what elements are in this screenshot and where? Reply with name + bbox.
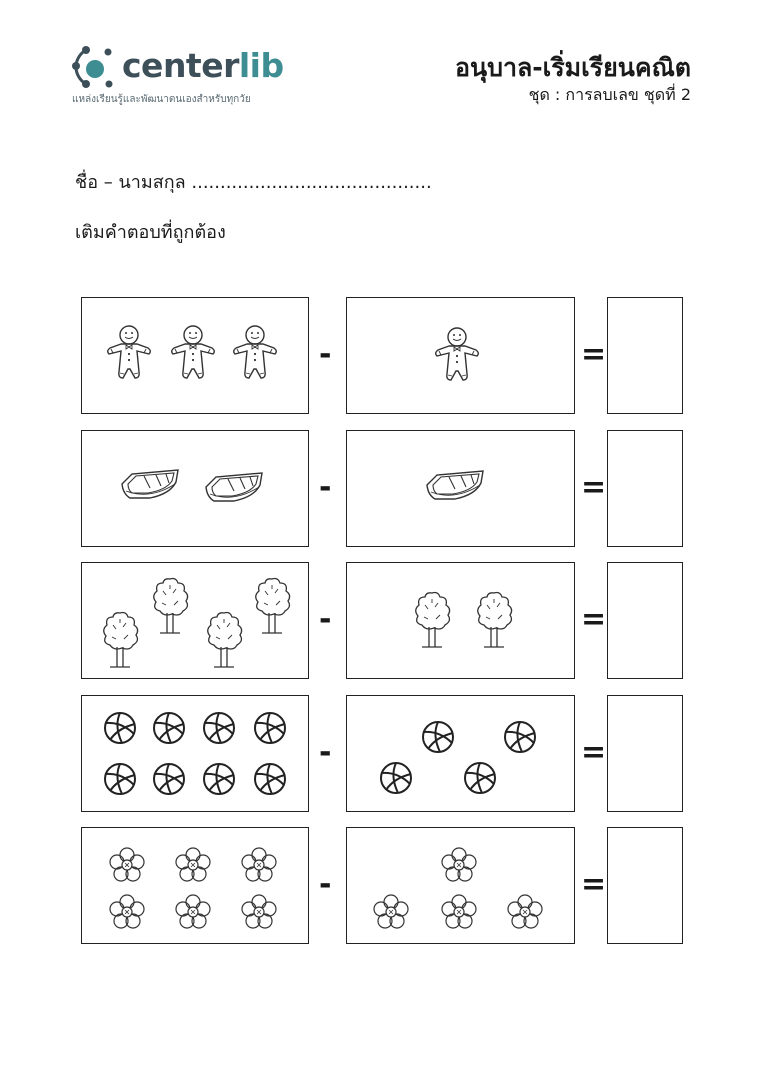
tree-icon: [150, 577, 190, 635]
flower-icon: [175, 894, 211, 930]
logo-network-icon: [72, 44, 118, 90]
minuend-box: [81, 430, 309, 547]
rowboat-icon: [120, 466, 180, 500]
subtrahend-box: [346, 695, 575, 812]
subtrahend-box: [346, 562, 575, 679]
volleyball-icon: [203, 763, 235, 795]
tree-icon: [412, 591, 452, 649]
flower-icon: [507, 894, 543, 930]
equals-sign: =: [581, 337, 607, 372]
minus-sign: -: [319, 337, 332, 372]
gingerbread-man-icon: [168, 324, 218, 380]
equals-sign: =: [581, 735, 607, 770]
problem-row-3: [81, 562, 683, 679]
volleyball-icon: [254, 763, 286, 795]
minuend-box: [81, 695, 309, 812]
gingerbread-man-icon: [104, 324, 154, 380]
answer-box[interactable]: [607, 695, 683, 812]
minuend-box: [81, 827, 309, 944]
equals-sign: =: [581, 602, 607, 637]
minus-sign: -: [319, 470, 332, 505]
volleyball-icon: [203, 712, 235, 744]
flower-icon: [109, 847, 145, 883]
tree-icon: [204, 611, 244, 669]
volleyball-icon: [153, 712, 185, 744]
volleyball-icon: [104, 712, 136, 744]
problem-row-2: [81, 430, 683, 547]
volleyball-icon: [380, 762, 412, 794]
minus-sign: -: [319, 602, 332, 637]
flower-icon: [175, 847, 211, 883]
volleyball-icon: [153, 763, 185, 795]
subtrahend-box: [346, 827, 575, 944]
volleyball-icon: [504, 721, 536, 753]
rowboat-icon: [425, 467, 485, 501]
minuend-box: [81, 562, 309, 679]
answer-box[interactable]: [607, 297, 683, 414]
equals-sign: =: [581, 470, 607, 505]
tree-icon: [100, 611, 140, 669]
worksheet-subtitle: ชุด : การลบเลข ชุดที่ 2: [528, 85, 691, 104]
gingerbread-man-icon: [432, 326, 482, 382]
tree-icon: [474, 591, 514, 649]
worksheet-title: อนุบาล-เริ่มเรียนคณิต: [454, 53, 691, 82]
minus-sign: -: [319, 735, 332, 770]
gingerbread-man-icon: [230, 324, 280, 380]
name-field[interactable]: ชื่อ – นามสกุล ..........................................: [75, 172, 432, 193]
minus-sign: -: [319, 867, 332, 902]
flower-icon: [241, 847, 277, 883]
volleyball-icon: [254, 712, 286, 744]
flower-icon: [441, 894, 477, 930]
flower-icon: [109, 894, 145, 930]
instruction-text: เติมคำตอบที่ถูกต้อง: [75, 222, 226, 243]
subtrahend-box: [346, 297, 575, 414]
subtrahend-box: [346, 430, 575, 547]
volleyball-icon: [464, 762, 496, 794]
answer-box[interactable]: [607, 827, 683, 944]
minuend-box: [81, 297, 309, 414]
answer-box[interactable]: [607, 430, 683, 547]
volleyball-icon: [104, 763, 136, 795]
equals-sign: =: [581, 867, 607, 902]
flower-icon: [373, 894, 409, 930]
volleyball-icon: [422, 721, 454, 753]
flower-icon: [441, 847, 477, 883]
answer-box[interactable]: [607, 562, 683, 679]
problem-row-4: [81, 695, 683, 812]
tree-icon: [252, 577, 292, 635]
logo-wordmark: centerlib: [122, 46, 284, 85]
problem-row-5: [81, 827, 683, 944]
centerlib-logo: [72, 44, 312, 114]
problem-row-1: [81, 297, 683, 414]
flower-icon: [241, 894, 277, 930]
rowboat-icon: [204, 469, 264, 503]
logo-tagline: แหล่งเรียนรู้และพัฒนาตนเองสำหรับทุกวัย: [72, 94, 251, 105]
